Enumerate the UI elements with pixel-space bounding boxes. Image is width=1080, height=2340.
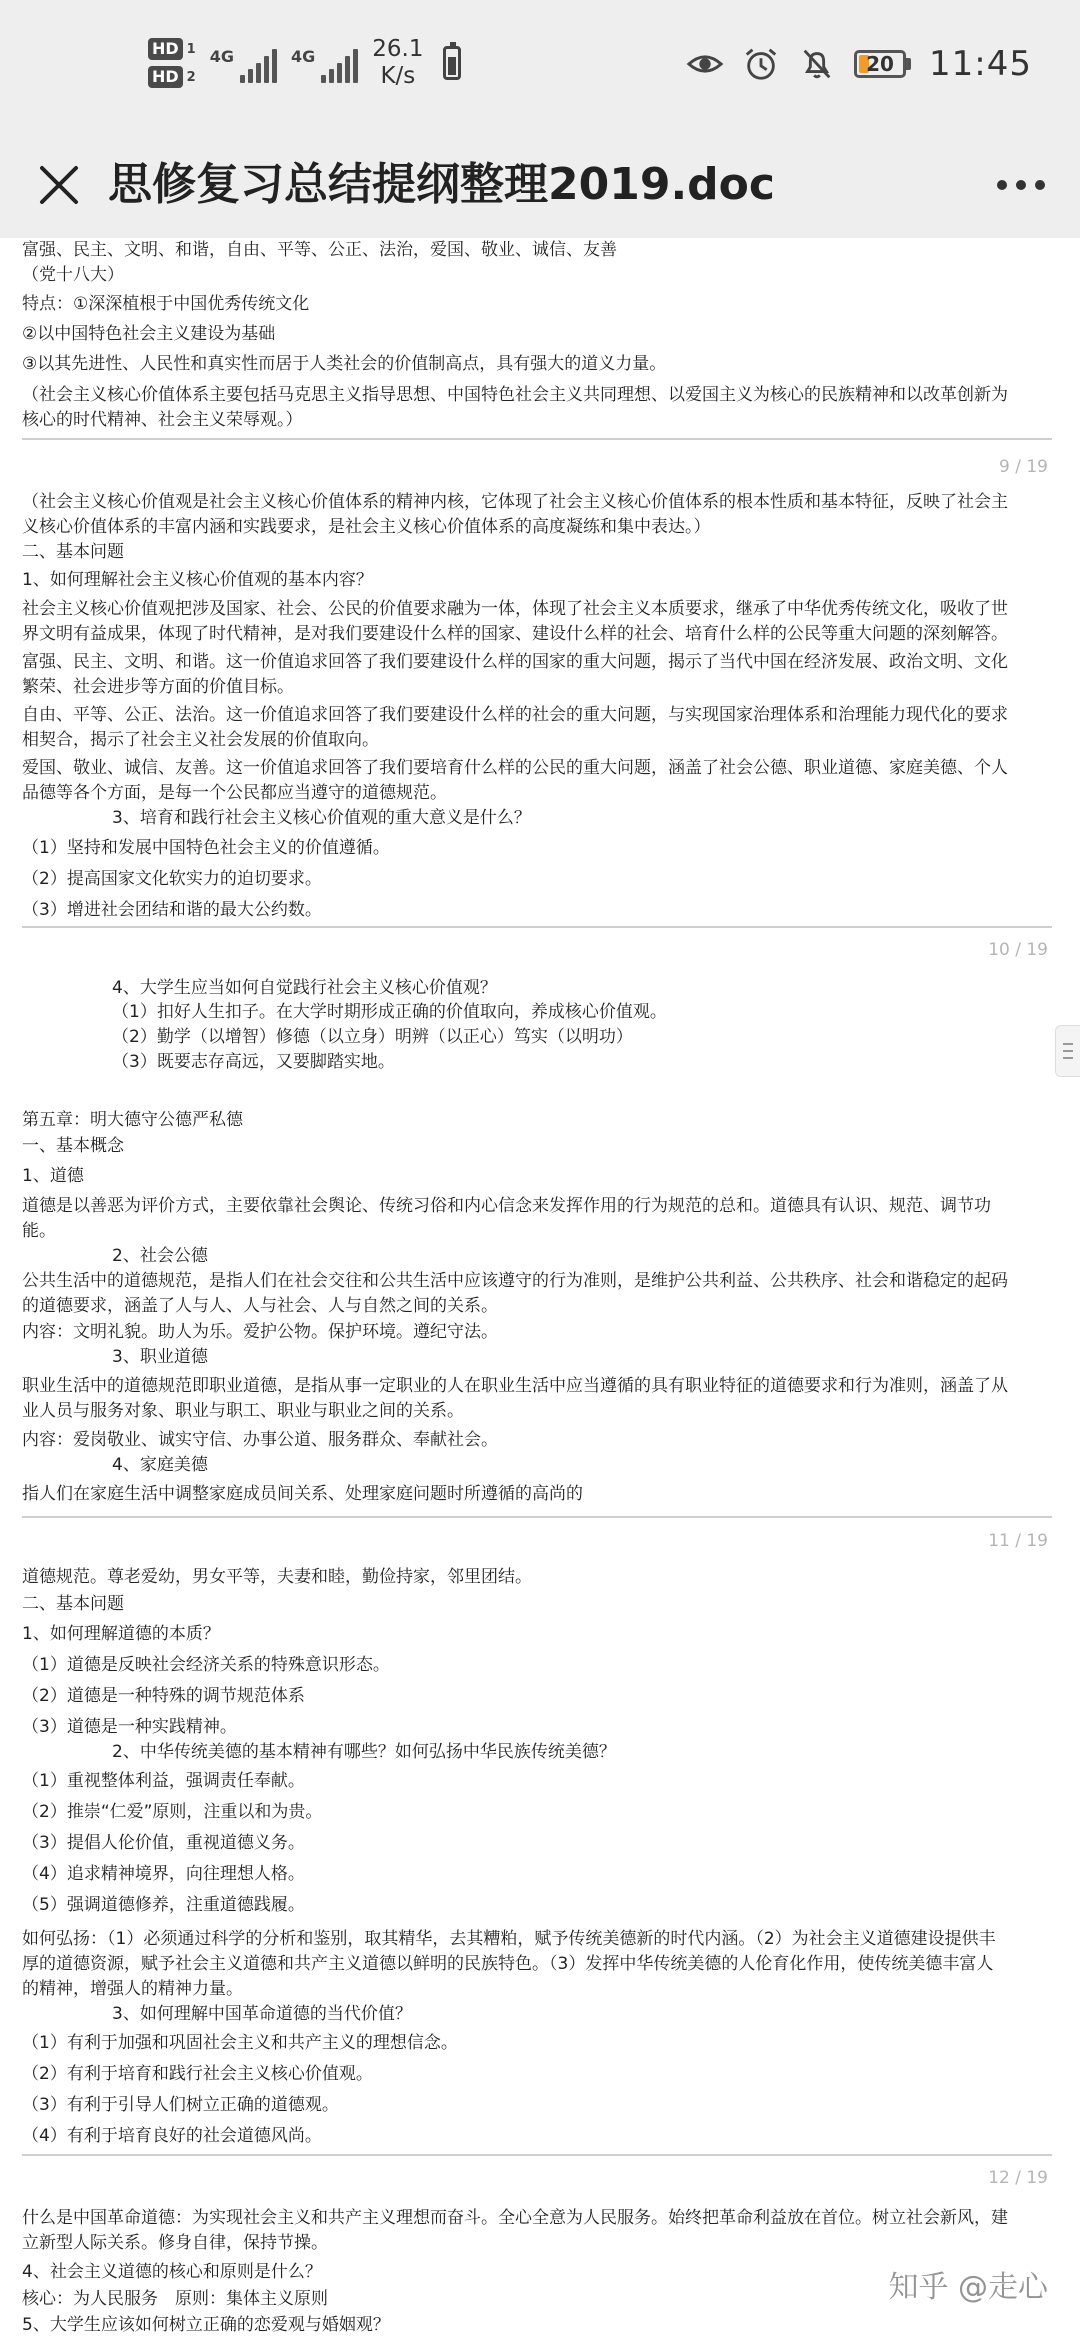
doc-line: 富强、民主、文明、和谐，自由、平等、公正、法治，爱国、敬业、诚信、友善 <box>22 240 617 260</box>
doc-line: 第五章：明大德守公德严私德 <box>22 1110 243 1130</box>
doc-line: 1、如何理解社会主义核心价值观的基本内容？ <box>22 570 373 590</box>
hd2-indicator <box>148 66 196 88</box>
doc-line: 界文明有益成果，体现了时代精神，是对我们要建设什么样的国家、建设什么样的社会、培育什么样的公民等重大问题的深刻解答。 <box>22 624 1008 644</box>
doc-line: 厚的道德资源，赋予社会主义道德和共产主义道德以鲜明的民族特色。（3）发挥中华传统美德的人伦育化作用，使传统美德丰富人 <box>22 1954 994 1974</box>
doc-line: 爱国、敬业、诚信、友善。这一价值追求回答了我们要培育什么样的公民的重大问题，涵盖了社会公德、职业道德、家庭美德、个人 <box>22 758 1008 778</box>
doc-line: 相契合，揭示了社会主义社会发展的价值取向。 <box>22 730 379 750</box>
doc-line: 4、大学生应当如何自觉践行社会主义核心价值观？ <box>112 978 497 998</box>
doc-line: 3、职业道德 <box>112 1347 208 1367</box>
doc-line: （4）追求精神境界，向往理想人格。 <box>22 1864 305 1884</box>
doc-line: 4、社会主义道德的核心和原则是什么？ <box>22 2262 322 2282</box>
net2-label: 4G <box>290 47 316 66</box>
doc-line: 二、基本问题 <box>22 542 124 562</box>
doc-line: （4）有利于培育良好的社会道德风尚。 <box>22 2126 322 2146</box>
doc-line: 3、如何理解中国革命道德的当代价值？ <box>112 2004 412 2024</box>
mute-bell-icon <box>798 45 836 83</box>
doc-line: 的道德要求，涵盖了人与人、人与社会、人与自然之间的关系。 <box>22 1296 498 1316</box>
battery-icon <box>854 50 911 78</box>
doc-line: 富强、民主、文明、和谐。这一价值追求回答了我们要建设什么样的国家的重大问题，揭示了当代中国在经济发展、政治文明、文化 <box>22 652 1008 672</box>
doc-line: 的精神，增强人的精神力量。 <box>22 1979 243 1999</box>
doc-line: 3、培育和践行社会主义核心价值观的重大意义是什么？ <box>112 808 531 828</box>
doc-line: 特点：①深深植根于中国优秀传统文化 <box>22 294 310 314</box>
status-bar <box>0 0 1080 132</box>
doc-line: （2）有利于培育和践行社会主义核心价值观。 <box>22 2064 373 2084</box>
eye-icon <box>686 45 724 83</box>
page-divider <box>22 1516 1052 1518</box>
doc-line: （1）有利于加强和巩固社会主义和共产主义的理想信念。 <box>22 2033 458 2053</box>
page-number: 10 / 19 <box>988 940 1048 960</box>
doc-line: 二、基本问题 <box>22 1594 124 1614</box>
doc-line: 公共生活中的道德规范，是指人们在社会交往和公共生活中应该遵守的行为准则，是维护公共利益、公共秩序、社会和谐稳定的起码 <box>22 1271 1008 1291</box>
hd2-badge: HD <box>148 66 183 88</box>
doc-line: 核心的时代精神、社会主义荣辱观。） <box>22 410 303 430</box>
doc-line: （1）重视整体利益，强调责任奉献。 <box>22 1771 305 1791</box>
doc-line: 内容：爱岗敬业、诚实守信、办事公道、服务群众、奉献社会。 <box>22 1430 498 1450</box>
doc-line: ②以中国特色社会主义建设为基础 <box>22 324 276 344</box>
hd1-indicator <box>148 38 196 60</box>
close-icon <box>38 164 80 206</box>
battery-level: 20 <box>866 52 894 76</box>
page-number: 11 / 19 <box>988 1531 1048 1551</box>
speed-unit: K/s <box>380 63 416 89</box>
doc-line: 业人员与服务对象、职业与职工、职业与职业之间的关系。 <box>22 1401 464 1421</box>
clock: 11:45 <box>929 44 1032 84</box>
battery-body <box>854 50 906 78</box>
doc-line: 道德是以善恶为评价方式，主要依靠社会舆论、传统习俗和内心信念来发挥作用的行为规范的总和。道德具有认识、规范、调节功 <box>22 1196 991 1216</box>
close-button[interactable] <box>28 154 90 216</box>
doc-line: 一、基本概念 <box>22 1136 124 1156</box>
more-dots-icon <box>997 180 1007 190</box>
doc-line: ③以其先进性、人民性和真实性而居于人类社会的价值制高点，具有强大的道义力量。 <box>22 354 667 374</box>
doc-line: 义核心价值体系的丰富内涵和实践要求，是社会主义核心价值体系的高度凝练和集中表达。） <box>22 517 711 537</box>
hd1-num: 1 <box>186 41 196 57</box>
doc-line: 繁荣、社会进步等方面的价值目标。 <box>22 677 294 697</box>
doc-line: 指人们在家庭生活中调整家庭成员间关系、处理家庭问题时所遵循的高尚的 <box>22 1484 583 1504</box>
doc-line: 5、大学生应该如何树立正确的恋爱观与婚姻观？ <box>22 2315 390 2335</box>
signal2-icon <box>291 43 358 83</box>
doc-line: （1）扣好人生扣子。在大学时期形成正确的价值取向，养成核心价值观。 <box>112 1002 667 1022</box>
doc-line: （党十八大） <box>22 265 124 285</box>
doc-line: （3）提倡人伦价值，重视道德义务。 <box>22 1833 305 1853</box>
doc-line: （3）既要志存高远，又要脚踏实地。 <box>112 1052 395 1072</box>
doc-line: （1）道德是反映社会经济关系的特殊意识形态。 <box>22 1655 390 1675</box>
more-options-button[interactable] <box>990 154 1052 216</box>
doc-line: 内容：文明礼貌。助人为乐。爱护公物。保护环境。遵纪守法。 <box>22 1322 498 1342</box>
doc-line: 4、家庭美德 <box>112 1455 208 1475</box>
doc-line: 社会主义核心价值观把涉及国家、社会、公民的价值要求融为一体，体现了社会主义本质要求，继承了中华优秀传统文化，吸收了世 <box>22 599 1008 619</box>
doc-line: （5）强调道德修养，注重道德践履。 <box>22 1895 305 1915</box>
document-title: 思修复习总结提纲整理2019.doc <box>108 159 775 210</box>
doc-line: 1、如何理解道德的本质？ <box>22 1624 220 1644</box>
doc-line: 2、社会公德 <box>112 1246 208 1266</box>
page-divider <box>22 926 1052 928</box>
doc-line: 2、中华传统美德的基本精神有哪些？如何弘扬中华民族传统美德？ <box>112 1742 616 1762</box>
doc-line: 品德等各个方面，是每一个公民都应当遵守的道德规范。 <box>22 783 447 803</box>
scroll-handle[interactable] <box>1055 1025 1080 1077</box>
hd-indicators <box>148 38 196 88</box>
doc-line: （2）提高国家文化软实力的迫切要求。 <box>22 869 322 889</box>
doc-line: 职业生活中的道德规范即职业道德，是指从事一定职业的人在职业生活中应当遵循的具有职业特征的道德要求和行为准则，涵盖了从 <box>22 1376 1008 1396</box>
doc-line: 核心：为人民服务 原则：集体主义原则 <box>22 2289 328 2309</box>
signal1-icon <box>210 43 277 83</box>
page-divider <box>22 2154 1052 2156</box>
doc-line: （1）坚持和发展中国特色社会主义的价值遵循。 <box>22 838 390 858</box>
page-number: 9 / 19 <box>999 457 1048 477</box>
alarm-icon <box>742 45 780 83</box>
doc-line: 如何弘扬：（1）必须通过科学的分析和鉴别，取其精华，去其糟粕，赋予传统美德新的时代内涵。（2）为社会主义道德建设提供丰 <box>22 1929 996 1949</box>
doc-line: （3）有利于引导人们树立正确的道德观。 <box>22 2095 339 2115</box>
page-divider <box>22 438 1052 440</box>
doc-line: （3）增进社会团结和谐的最大公约数。 <box>22 900 322 920</box>
doc-line: 道德规范。尊老爱幼，男女平等，夫妻和睦，勤俭持家，邻里团结。 <box>22 1567 532 1587</box>
doc-line: 自由、平等、公正、法治。这一价值追求回答了我们要建设什么样的社会的重大问题，与实现国家治理体系和治理能力现代化的要求 <box>22 705 1008 725</box>
doc-line: （2）推崇“仁爱”原则，注重以和为贵。 <box>22 1802 323 1822</box>
status-right <box>686 44 1032 84</box>
small-battery-icon <box>443 46 461 80</box>
doc-line: （2）勤学（以增智）修德（以立身）明辨（以正心）笃实（以明功） <box>112 1027 633 1047</box>
status-left <box>148 36 461 90</box>
doc-line: （3）道德是一种实践精神。 <box>22 1717 237 1737</box>
zhihu-watermark: 知乎 @走心 <box>888 2270 1048 2305</box>
speed-value: 26.1 <box>372 36 424 62</box>
app-bar <box>0 132 1080 238</box>
net1-label: 4G <box>209 47 234 66</box>
hd1-badge: HD <box>148 38 183 60</box>
doc-line: 什么是中国革命道德：为实现社会主义和共产主义理想而奋斗。全心全意为人民服务。始终把革命利益放在首位。树立社会新风，建 <box>22 2208 1008 2228</box>
doc-line: 1、道德 <box>22 1166 84 1186</box>
doc-line: 能。 <box>22 1221 56 1241</box>
hd2-num: 2 <box>186 69 196 85</box>
page-number: 12 / 19 <box>988 2168 1048 2188</box>
doc-line: （社会主义核心价值体系主要包括马克思主义指导思想、中国特色社会主义共同理想、以爱国主义为核心的民族精神和以改革创新为 <box>22 385 1008 405</box>
network-speed <box>372 36 423 90</box>
doc-line: 立新型人际关系。修身自律，保持节操。 <box>22 2233 328 2253</box>
doc-line: （2）道德是一种特殊的调节规范体系 <box>22 1686 305 1706</box>
doc-line: （社会主义核心价值观是社会主义核心价值体系的精神内核，它体现了社会主义核心价值体系的根本性质和基本特征，反映了社会主 <box>22 492 1008 512</box>
